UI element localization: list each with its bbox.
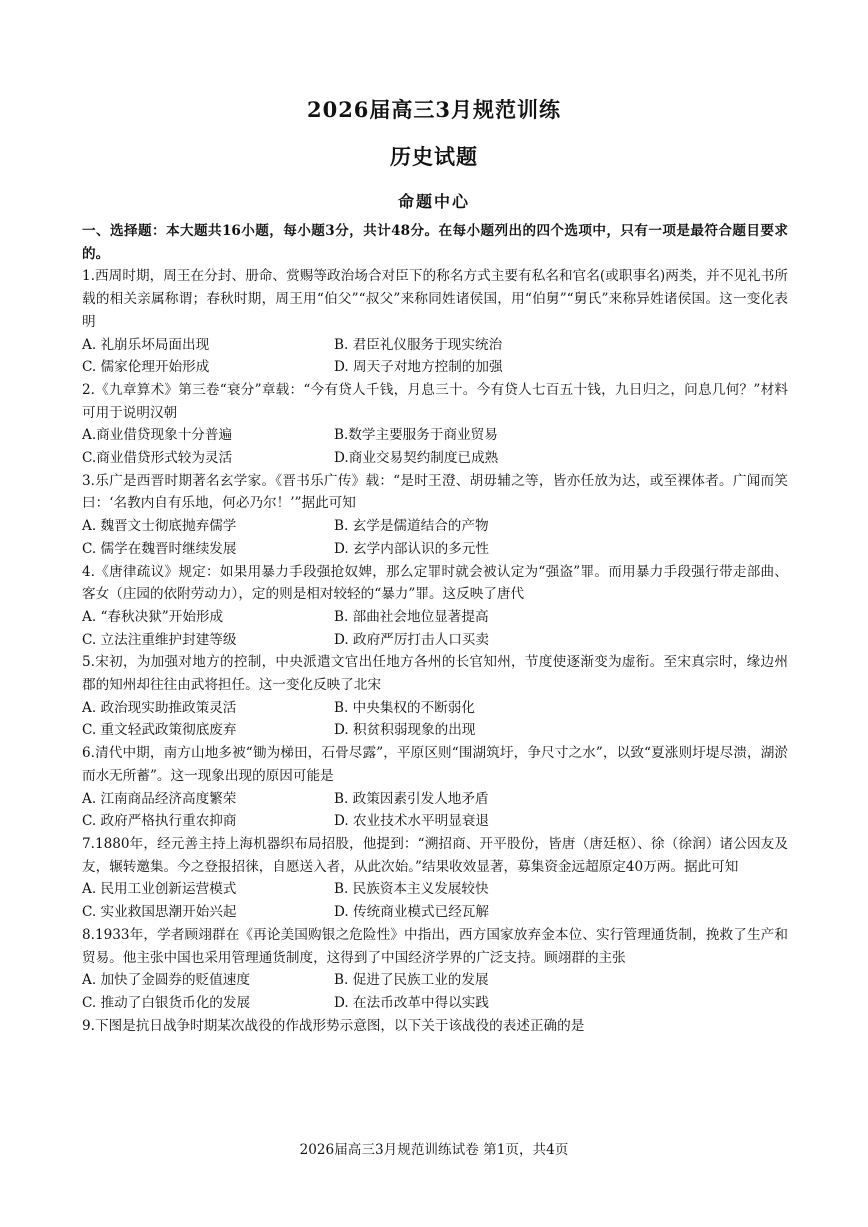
option-b: B. 部曲社会地位显著提高: [334, 608, 489, 625]
option-c: C. 实业救国思潮开始兴起: [82, 904, 237, 921]
question-stem: 1.西周时期，周王在分封、册命、赏赐等政治场合对臣下的称名方式主要有私名和官名(或职事名)两类，并不见礼书所载的相关亲属称谓；春秋时期，周王用“伯父”“叔父”来称同姓诸侯国，用“伯舅”“舅氏”来称异姓诸侯国。这一变化表明: [82, 268, 788, 330]
question-options: [82, 788, 788, 833]
option-a: A. 魏晋文士彻底抛弃儒学: [82, 518, 237, 535]
question-options: [82, 334, 788, 379]
exam-author: 命题中心: [397, 192, 470, 211]
section-heading: 一、选择题：本大题共16小题，每小题3分，共计48分。在每小题列出的四个选项中，只有一项是最符合题目要求的。: [82, 223, 788, 262]
exam-subject: 历史试题: [390, 144, 478, 169]
question-options: [82, 424, 788, 469]
question-8: [82, 924, 788, 1015]
question-options: [82, 878, 788, 923]
question-7: [82, 833, 788, 924]
question-stem: 4.《唐律疏议》规定：如果用暴力手段强抢奴婢，那么定罪时就会被认定为“强盗”罪。而用暴力手段强行带走部曲、客女（庄园的依附劳动力），定的则是相对较轻的“暴力”罪。这反映了唐代: [82, 563, 788, 603]
option-a: A. 加快了金圆券的贬值速度: [82, 972, 250, 989]
option-a: A. 政治现实助推政策灵活: [82, 699, 237, 716]
question-9: [82, 1015, 788, 1038]
option-a: A. “春秋决狱”开始形成: [82, 608, 224, 625]
option-c: C. 儒学在魏晋时继续发展: [82, 540, 237, 557]
question-6: [82, 742, 788, 833]
option-a: A. 礼崩乐坏局面出现: [82, 336, 210, 353]
question-stem: 7.1880年，经元善主持上海机器织布局招股，他提到：“溯招商、开平股份，皆唐（唐廷枢）、徐（徐润）诸公因友及友，辗转邀集。今之登报招徕，自愿送入者，从此次始。”结果收效显著，募集资金远超原定40万两。据此可知: [82, 835, 788, 875]
question-options: [82, 969, 788, 1014]
exam-title: 2026届高三3月规范训练: [306, 97, 562, 122]
option-b: B. 政策因素引发人地矛盾: [334, 790, 489, 807]
question-5: [82, 651, 788, 742]
question-stem: 8.1933年，学者顾翊群在《再论美国购银之危险性》中指出，西方国家放弃金本位、实行管理通货制，挽救了生产和贸易。他主张中国也采用管理通货制度，这得到了中国经济学界的广泛支持。顾翊群的主张: [82, 926, 788, 966]
option-c: C. 立法注重维护封建等级: [82, 631, 237, 648]
option-a: A. 江南商品经济高度繁荣: [82, 790, 237, 807]
question-stem: 5.宋初，为加强对地方的控制，中央派遣文官出任地方各州的长官知州，节度使逐渐变为虚衔。至宋真宗时，缘边州郡的知州却往往由武将担任。这一变化反映了北宋: [82, 654, 788, 694]
option-d: D. 在法币改革中得以实践: [334, 994, 489, 1011]
option-d: D. 政府严厉打击人口买卖: [334, 631, 489, 648]
question-stem: 2.《九章算术》第三卷“衰分”章载：“今有贷人千钱，月息三十。今有贷人七百五十钱，九日归之，问息几何？”材料可用于说明汉朝: [82, 381, 788, 421]
option-d: D.商业交易契约制度已成熟: [334, 450, 499, 467]
question-stem: 3.乐广是西晋时期著名玄学家。《晋书乐广传》载：“是时王澄、胡毋辅之等，皆亦任放为达，或至裸体者。广闻而笑曰：‘名教内自有乐地，何必乃尔！’”据此可知: [82, 472, 788, 512]
question-options: [82, 697, 788, 742]
option-d: D. 周天子对地方控制的加强: [334, 359, 503, 376]
option-c: C.商业借贷形式较为灵活: [82, 450, 233, 467]
option-d: D. 农业技术水平明显衰退: [334, 813, 489, 830]
option-d: D. 玄学内部认识的多元性: [334, 540, 489, 557]
question-3: [82, 470, 788, 561]
option-c: C. 重文轻武政策彻底废弃: [82, 722, 237, 739]
option-b: B. 玄学是儒道结合的产物: [334, 518, 489, 535]
question-4: [82, 561, 788, 652]
question-2: [82, 379, 788, 470]
exam-content: [82, 220, 788, 1037]
option-b: B.数学主要服务于商业贸易: [334, 427, 498, 444]
question-stem: 6.清代中期，南方山地多被“锄为梯田，石骨尽露”，平原区则“围湖筑圩，争尺寸之水”，以致“夏涨则圩堤尽溃，湖淤而水无所蓄”。这一现象出现的原因可能是: [82, 745, 788, 784]
option-b: B. 中央集权的不断弱化: [334, 699, 475, 716]
question-options: [82, 515, 788, 560]
question-options: [82, 606, 788, 651]
page-footer: 2026届高三3月规范训练试卷 第1页，共4页: [299, 1142, 569, 1158]
option-c: C. 儒家伦理开始形成: [82, 359, 210, 376]
option-d: D. 传统商业模式已经瓦解: [334, 904, 489, 921]
option-b: B. 君臣礼仪服务于现实统治: [334, 336, 503, 353]
option-a: A. 民用工业创新运营模式: [82, 881, 237, 898]
option-a: A.商业借贷现象十分普遍: [82, 427, 233, 444]
question-stem: 9.下图是抗日战争时期某次战役的作战形势示意图，以下关于该战役的表述正确的是: [82, 1017, 585, 1034]
option-d: D. 积贫积弱现象的出现: [334, 722, 476, 739]
option-b: B. 民族资本主义发展较快: [334, 881, 489, 898]
option-c: C. 推动了白银货币化的发展: [82, 994, 251, 1011]
option-b: B. 促进了民族工业的发展: [334, 972, 489, 989]
option-c: C. 政府严格执行重农抑商: [82, 813, 237, 830]
question-1: [82, 265, 788, 379]
